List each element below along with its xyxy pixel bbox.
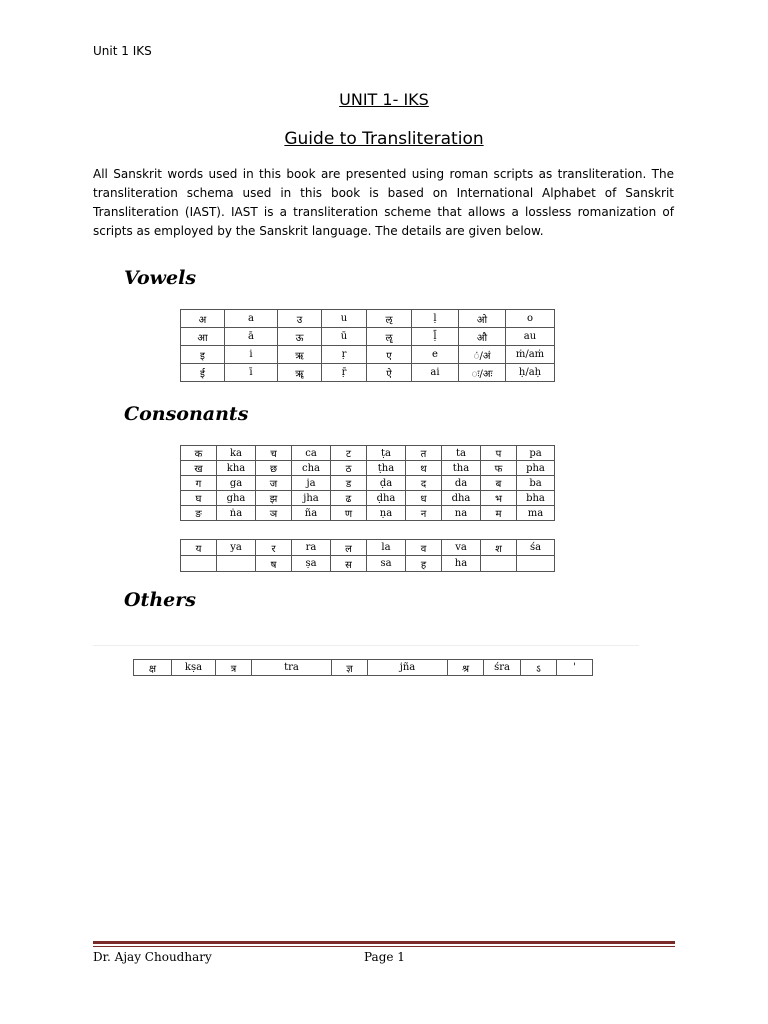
transliteration-cell: ṇa <box>367 506 406 521</box>
consonant-row <box>181 476 555 491</box>
devanagari-letter-cell: य <box>181 540 217 556</box>
transliteration-cell: pa <box>517 446 555 461</box>
devanagari-letter-cell: स <box>331 556 367 572</box>
devanagari-letter-cell: औ <box>459 328 506 346</box>
consonants-table <box>180 445 555 521</box>
devanagari-letter-cell: त <box>406 446 442 461</box>
devanagari-letter-cell: थ <box>406 461 442 476</box>
transliteration-cell: la <box>367 540 406 556</box>
transliteration-cell: ' <box>557 660 593 676</box>
devanagari-letter-cell: ल <box>331 540 367 556</box>
consonants-heading: Consonants <box>124 403 249 425</box>
vowel-row <box>181 364 555 382</box>
devanagari-letter-cell: श <box>481 540 517 556</box>
devanagari-letter-cell: त्र <box>216 660 252 676</box>
semivowel-row <box>181 540 555 556</box>
transliteration-cell: ai <box>412 364 459 382</box>
devanagari-letter-cell: ऊ <box>278 328 322 346</box>
transliteration-cell: ṅa <box>217 506 256 521</box>
transliteration-cell: kha <box>217 461 256 476</box>
devanagari-letter-cell: ॠ <box>278 364 322 382</box>
devanagari-letter-cell: आ <box>181 328 225 346</box>
transliteration-cell: tra <box>252 660 332 676</box>
vowels-heading: Vowels <box>124 267 197 289</box>
intro-paragraph: All Sanskrit words used in this book are presented using roman scripts as transliteration. The transliteration schema used in this book is based on International Alphabet of Sanskrit Transliteration (IAST). IAST is a transliteration scheme that allows a lossless romanization of scripts as employed by the Sanskrit language. The details are given below. <box>93 167 674 238</box>
devanagari-letter-cell: श्र <box>448 660 484 676</box>
transliteration-cell: sa <box>367 556 406 572</box>
transliteration-cell: ṛ <box>322 346 367 364</box>
consonant-row <box>181 461 555 476</box>
devanagari-letter-cell: न <box>406 506 442 521</box>
transliteration-cell: ha <box>442 556 481 572</box>
transliteration-cell: ḍha <box>367 491 406 506</box>
transliteration-cell: ṁ/aṁ <box>506 346 555 364</box>
transliteration-cell: ba <box>517 476 555 491</box>
transliteration-cell: pha <box>517 461 555 476</box>
devanagari-letter-cell: ं/अं <box>459 346 506 364</box>
vowel-row <box>181 346 555 364</box>
transliteration-cell: a <box>225 310 278 328</box>
devanagari-letter-cell: ठ <box>331 461 367 476</box>
transliteration-cell: o <box>506 310 555 328</box>
transliteration-cell: ū <box>322 328 367 346</box>
consonant-row <box>181 491 555 506</box>
devanagari-letter-cell: ढ <box>331 491 367 506</box>
transliteration-cell: ṭha <box>367 461 406 476</box>
devanagari-letter-cell: म <box>481 506 517 521</box>
devanagari-letter-cell: ऽ <box>521 660 557 676</box>
transliteration-cell: u <box>322 310 367 328</box>
vowel-row <box>181 310 555 328</box>
transliteration-cell: ka <box>217 446 256 461</box>
devanagari-letter-cell: ड <box>331 476 367 491</box>
devanagari-letter-cell: ञ <box>256 506 292 521</box>
devanagari-letter-cell: क <box>181 446 217 461</box>
transliteration-cell: da <box>442 476 481 491</box>
transliteration-cell: e <box>412 346 459 364</box>
transliteration-cell: i <box>225 346 278 364</box>
semivowels-table <box>180 539 555 572</box>
transliteration-cell: bha <box>517 491 555 506</box>
transliteration-cell <box>217 556 256 572</box>
transliteration-cell: ja <box>292 476 331 491</box>
transliteration-cell: śra <box>484 660 521 676</box>
devanagari-letter-cell: इ <box>181 346 225 364</box>
devanagari-letter-cell: ब <box>481 476 517 491</box>
devanagari-letter-cell: ऋ <box>278 346 322 364</box>
devanagari-letter-cell: ध <box>406 491 442 506</box>
devanagari-letter-cell <box>181 556 217 572</box>
devanagari-letter-cell: प <box>481 446 517 461</box>
transliteration-cell: ta <box>442 446 481 461</box>
page-title: UNIT 1- IKS <box>339 90 429 109</box>
separator-line <box>93 645 639 646</box>
vowels-table <box>180 309 555 382</box>
semivowel-row <box>181 556 555 572</box>
devanagari-letter-cell: झ <box>256 491 292 506</box>
consonant-row <box>181 506 555 521</box>
devanagari-letter-cell <box>481 556 517 572</box>
transliteration-cell: ḥ/aḥ <box>506 364 555 382</box>
footer-rule-thin <box>93 946 675 947</box>
footer-page-number: Page 1 <box>364 950 405 964</box>
transliteration-cell: ga <box>217 476 256 491</box>
devanagari-letter-cell: घ <box>181 491 217 506</box>
others-heading: Others <box>124 589 196 611</box>
transliteration-cell: ī <box>225 364 278 382</box>
transliteration-cell: ḷ <box>412 310 459 328</box>
devanagari-letter-cell: ह <box>406 556 442 572</box>
transliteration-cell: gha <box>217 491 256 506</box>
devanagari-letter-cell: व <box>406 540 442 556</box>
devanagari-letter-cell: छ <box>256 461 292 476</box>
devanagari-letter-cell: ष <box>256 556 292 572</box>
transliteration-cell: na <box>442 506 481 521</box>
devanagari-letter-cell: च <box>256 446 292 461</box>
devanagari-letter-cell: ई <box>181 364 225 382</box>
devanagari-letter-cell: ग <box>181 476 217 491</box>
consonant-row <box>181 446 555 461</box>
devanagari-letter-cell: ज <box>256 476 292 491</box>
devanagari-letter-cell: फ <box>481 461 517 476</box>
devanagari-letter-cell: ए <box>367 346 412 364</box>
devanagari-letter-cell: ण <box>331 506 367 521</box>
devanagari-letter-cell: ङ <box>181 506 217 521</box>
transliteration-cell: ḍa <box>367 476 406 491</box>
devanagari-letter-cell: ट <box>331 446 367 461</box>
devanagari-letter-cell: अ <box>181 310 225 328</box>
transliteration-cell: śa <box>517 540 555 556</box>
page-subtitle: Guide to Transliteration <box>284 129 484 149</box>
transliteration-cell: dha <box>442 491 481 506</box>
transliteration-cell: ā <box>225 328 278 346</box>
transliteration-cell: ma <box>517 506 555 521</box>
footer-author: Dr. Ajay Choudhary <box>93 950 212 964</box>
others-table <box>133 659 593 676</box>
transliteration-cell: tha <box>442 461 481 476</box>
devanagari-letter-cell: ऐ <box>367 364 412 382</box>
transliteration-cell: ra <box>292 540 331 556</box>
transliteration-cell: va <box>442 540 481 556</box>
transliteration-cell: ṣa <box>292 556 331 572</box>
transliteration-cell: ṝ <box>322 364 367 382</box>
footer-rule <box>93 941 675 944</box>
transliteration-cell: au <box>506 328 555 346</box>
devanagari-letter-cell: ॡ <box>367 328 412 346</box>
devanagari-letter-cell: उ <box>278 310 322 328</box>
devanagari-letter-cell: ऌ <box>367 310 412 328</box>
transliteration-cell <box>517 556 555 572</box>
devanagari-letter-cell: ज्ञ <box>332 660 368 676</box>
page-header: Unit 1 IKS <box>93 44 152 58</box>
devanagari-letter-cell: ः/अः <box>459 364 506 382</box>
transliteration-cell: ya <box>217 540 256 556</box>
devanagari-letter-cell: भ <box>481 491 517 506</box>
transliteration-cell: ṭa <box>367 446 406 461</box>
transliteration-cell: ca <box>292 446 331 461</box>
transliteration-cell: cha <box>292 461 331 476</box>
devanagari-letter-cell: द <box>406 476 442 491</box>
others-row <box>134 660 593 676</box>
devanagari-letter-cell: ओ <box>459 310 506 328</box>
transliteration-cell: ḹ <box>412 328 459 346</box>
devanagari-letter-cell: क्ष <box>134 660 172 676</box>
devanagari-letter-cell: र <box>256 540 292 556</box>
transliteration-cell: jña <box>368 660 448 676</box>
transliteration-cell: kṣa <box>172 660 216 676</box>
vowel-row <box>181 328 555 346</box>
transliteration-cell: jha <box>292 491 331 506</box>
transliteration-cell: ña <box>292 506 331 521</box>
devanagari-letter-cell: ख <box>181 461 217 476</box>
